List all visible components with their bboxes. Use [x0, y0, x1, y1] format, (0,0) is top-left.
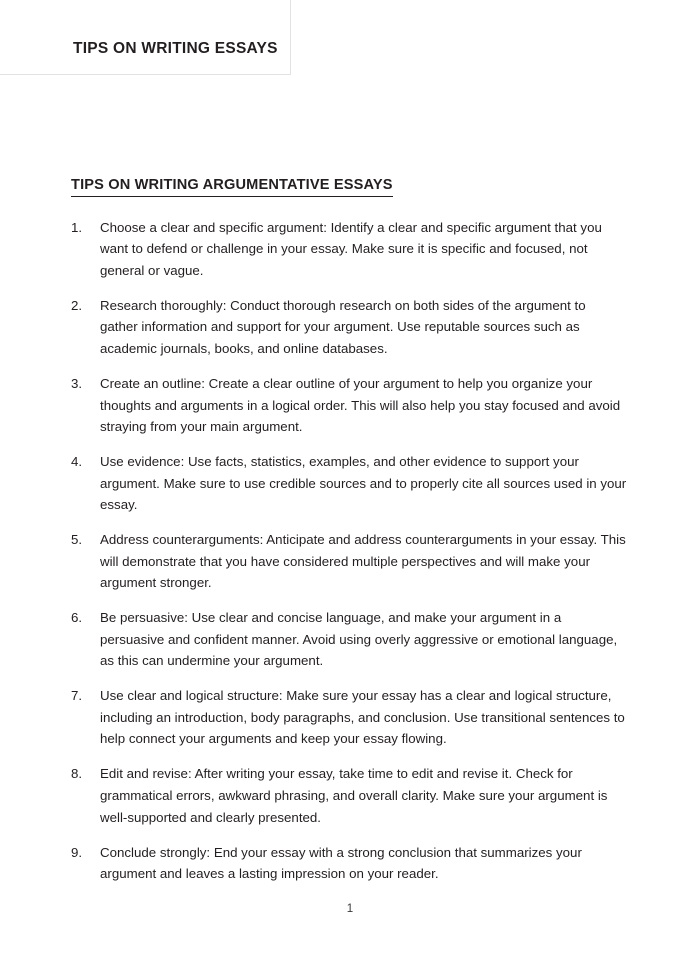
list-item: [71, 685, 627, 750]
document-content: [71, 176, 627, 898]
list-item-text: Create an outline: Create a clear outline of your argument to help you organize your thoughts and arguments in a logical order. This will also help you stay focused and avoid straying from your main argument.: [100, 375, 621, 435]
list-item-text: Conclude strongly: End your essay with a strong conclusion that summarizes your argument and leaves a lasting impression on your reader.: [100, 844, 582, 882]
list-item-number: 7.: [71, 688, 83, 704]
list-item-text: Research thoroughly: Conduct thorough research on both sides of the argument to gather information and support for your argument. Use reputable sources such as academic journals, books, and online databases.: [100, 297, 586, 356]
list-item: [71, 217, 627, 282]
running-head-box: [0, 0, 291, 75]
list-item-text: Choose a clear and specific argument: Identify a clear and specific argument that you want to defend or challenge in your essay. Make sure it is specific and focused, not general or vague.: [100, 219, 602, 278]
list-item-number: 6.: [71, 610, 83, 626]
list-item: [71, 763, 627, 828]
page-title: TIPS ON WRITING ARGUMENTATIVE ESSAYS: [71, 177, 393, 197]
list-item: [71, 607, 627, 672]
list-item: [71, 451, 627, 516]
list-item-text: Be persuasive: Use clear and concise language, and make your argument in a persuasive and confident manner. Avoid using overly aggressive or emotional language, as this can undermine your argument.: [100, 610, 618, 669]
list-item-number: 9.: [71, 844, 83, 860]
list-item-number: 1.: [71, 219, 83, 235]
list-item-text: Edit and revise: After writing your essay, take time to edit and revise it. Check for grammatical errors, awkward phrasing, and overall clarity. Make sure your argument is well-supported and clearly presented.: [100, 766, 608, 825]
list-item: [71, 373, 627, 438]
page-number: 1: [346, 903, 354, 915]
running-head-text: TIPS ON WRITING ESSAYS: [73, 40, 278, 57]
list-item-number: 5.: [71, 532, 83, 548]
list-item: [71, 842, 627, 885]
list-item: [71, 295, 627, 360]
list-item: [71, 529, 627, 594]
list-item-text: Use evidence: Use facts, statistics, examples, and other evidence to support your argument. Make sure to use credible sources and to properly cite all sources used in your essay.: [100, 454, 627, 513]
list-item-number: 8.: [71, 766, 83, 782]
list-item-number: 4.: [71, 454, 83, 470]
list-item-text: Use clear and logical structure: Make sure your essay has a clear and logical structure, including an introduction, body paragraphs, and conclusion. Use transitional sentences to help connect your arguments and keep your essay flowing.: [100, 688, 625, 747]
list-item-number: 3.: [71, 375, 83, 391]
tips-list: [71, 217, 627, 885]
list-item-text: Address counterarguments: Anticipate and address counterarguments in your essay. This will demonstrate that you have considered multiple perspectives and will make your argument stronger.: [100, 532, 626, 591]
list-item-number: 2.: [71, 297, 83, 313]
